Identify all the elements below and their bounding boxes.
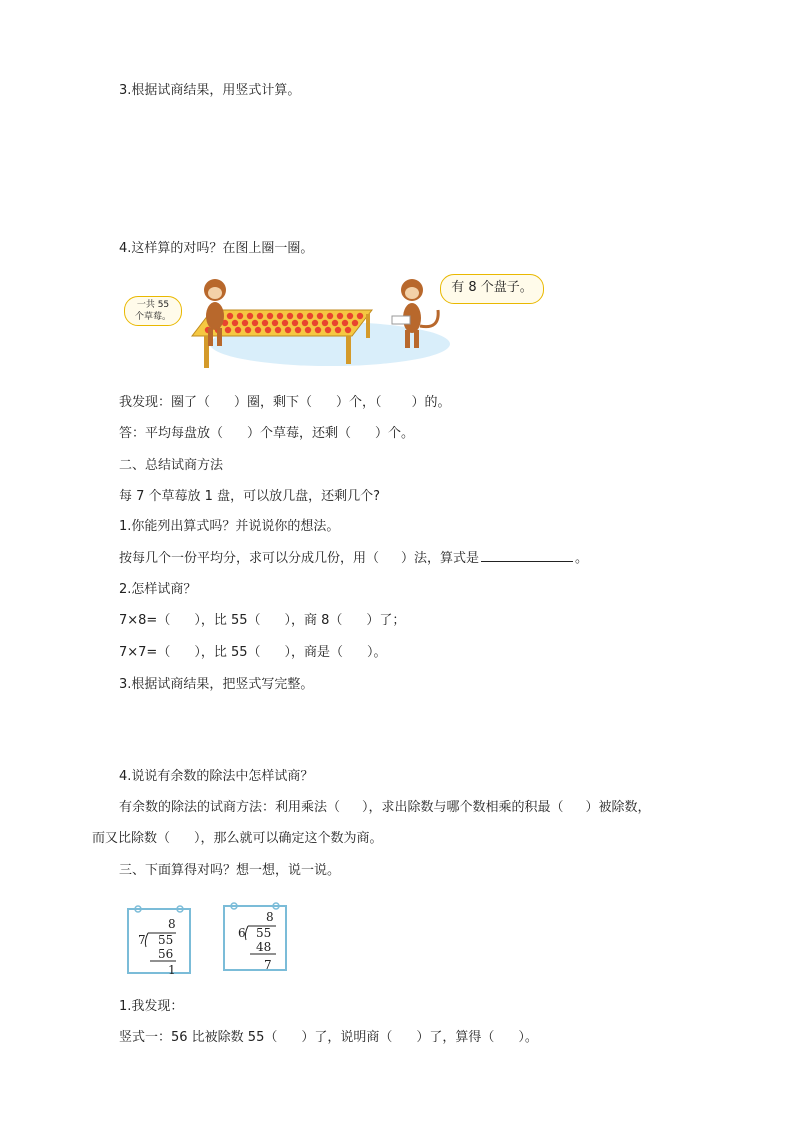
question-4-circle: 4.这样算的对吗？在图上圈一圈。 — [119, 241, 314, 256]
question-4-summary: 4.说说有余数的除法中怎样试商？ — [119, 769, 314, 784]
section-3-title: 三、下面算得对吗？想一想，说一说。 — [119, 863, 341, 878]
question-3-complete: 3.根据试商结果，把竖式写完整。 — [119, 677, 314, 692]
finding-label: 1.我发现： — [119, 999, 184, 1014]
answer-blank[interactable] — [481, 549, 573, 562]
text-segment: 7×8=（ — [119, 613, 171, 628]
bubble-left-line2: 个草莓。 — [134, 312, 171, 322]
text-segment: 。 — [575, 551, 589, 566]
text-segment: 竖式一：56 比被除数 55（ — [119, 1030, 278, 1045]
text-segment: ）了，算得（ — [416, 1030, 495, 1045]
division-card-2 — [222, 900, 290, 974]
table-leg — [346, 336, 351, 364]
question-1-expression: 1.你能列出算式吗？并说说你的想法。 — [119, 519, 340, 534]
section-2-title: 二、总结试商方法 — [119, 458, 224, 473]
answer-line — [119, 425, 414, 443]
text-segment: ）了； — [366, 613, 406, 628]
text-segment: 7×7=（ — [119, 645, 171, 660]
bubble-left-line1: 一共 55 — [136, 300, 170, 310]
trial-line-8 — [119, 612, 405, 630]
card-divisor: 6 — [238, 926, 246, 940]
text-segment: 按每几个一份平均分，求可以分成几份，用（ — [119, 551, 380, 566]
card-product: 56 — [158, 947, 174, 961]
division-card-1 — [126, 903, 194, 977]
text-segment: ），商是（ — [284, 645, 344, 660]
table-leg — [366, 314, 370, 338]
text-segment: 我发现：圈了（ — [119, 395, 211, 410]
text-segment: 而又比除数（ — [92, 831, 171, 846]
card-dividend: 55 — [256, 926, 272, 940]
text-segment: ），求出除数与哪个数相乘的积最（ — [362, 800, 564, 815]
question-3-calc: 3.根据试商结果，用竖式计算。 — [119, 83, 301, 98]
text-segment: 答：平均每盘放（ — [119, 426, 224, 441]
speech-bubble-left — [124, 296, 182, 326]
method-summary-line1 — [119, 799, 651, 817]
text-segment: ）了，说明商（ — [301, 1030, 393, 1045]
text-segment: ）法，算式是 — [401, 551, 480, 566]
finding-line-vertical-1 — [119, 1029, 538, 1047]
text-segment: ）个草莓，还剩（ — [247, 426, 352, 441]
card-quotient: 8 — [168, 917, 176, 931]
text-segment: ）被除数， — [585, 800, 651, 815]
method-summary-line2 — [92, 830, 383, 848]
text-segment: ），比 55（ — [194, 645, 261, 660]
problem-statement: 每 7 个草莓放 1 盘，可以放几盘，还剩几个? — [119, 489, 380, 504]
text-segment: ），那么就可以确定这个数为商。 — [194, 831, 383, 846]
text-segment: ），商 8（ — [284, 613, 343, 628]
trial-line-7 — [119, 644, 387, 662]
text-segment: ），比 55（ — [194, 613, 261, 628]
card-remainder: 7 — [264, 958, 272, 972]
speech-bubble-right: 有 8 个盘子。 — [440, 274, 544, 304]
question-2-trial: 2.怎样试商？ — [119, 582, 197, 597]
text-segment: ）。 — [518, 1030, 538, 1045]
text-segment: 有余数的除法的试商方法：利用乘法（ — [119, 800, 341, 815]
card-remainder: 1 — [168, 963, 176, 977]
card-quotient: 8 — [266, 910, 274, 924]
text-segment: ）个，（ — [336, 395, 382, 410]
text-segment: ）的。 — [411, 395, 451, 410]
card-divisor: 7 — [138, 933, 146, 947]
text-segment: ）圈，剩下（ — [234, 395, 313, 410]
card-dividend: 55 — [158, 933, 174, 947]
finding-line — [119, 394, 451, 412]
method-line — [119, 549, 588, 568]
text-segment: ）。 — [367, 645, 387, 660]
card-product: 48 — [256, 940, 272, 954]
text-segment: ）个。 — [375, 426, 415, 441]
